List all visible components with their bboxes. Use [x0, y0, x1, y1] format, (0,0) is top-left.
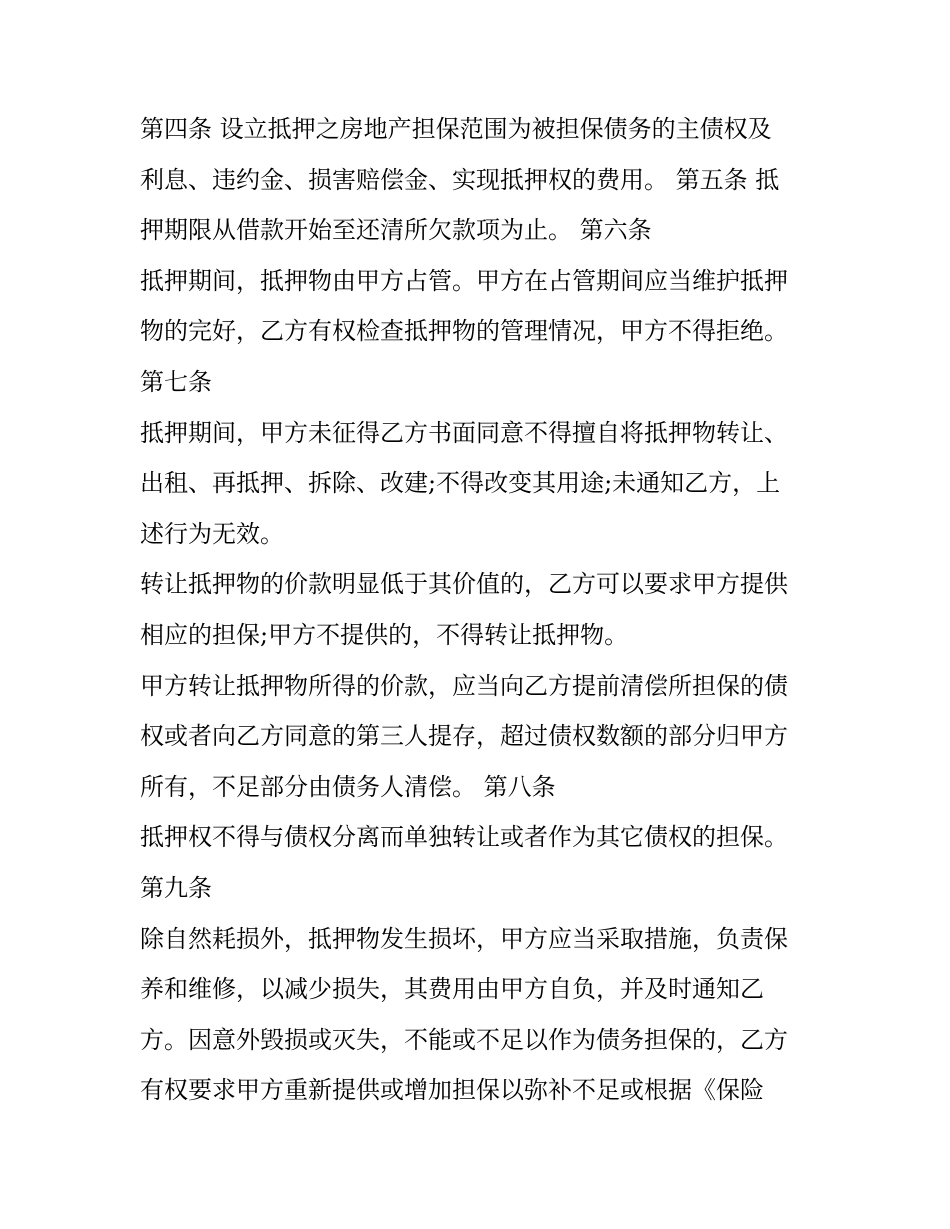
text-line: 抵押期间，抵押物由甲方占管。甲方在占管期间应当维护抵押 — [140, 266, 788, 295]
text-line: 相应的担保;甲方不提供的，不得转让抵押物。 — [140, 620, 629, 649]
text-line: 抵押权不得与债权分离而单独转让或者作为其它债权的担保。 — [140, 823, 788, 852]
text-line: 押期限从借款开始至还清所欠款项为止。 第六条 — [140, 216, 652, 245]
text-line: 甲方转让抵押物所得的价款，应当向乙方提前清偿所担保的债 — [140, 671, 788, 700]
text-line: 第七条 — [140, 367, 212, 396]
text-line: 有权要求甲方重新提供或增加担保以弥补不足或根据《保险 — [140, 1076, 764, 1105]
text-line: 养和维修，以减少损失，其费用由甲方自负，并及时通知乙 — [140, 975, 764, 1004]
text-line: 第九条 — [140, 873, 212, 902]
text-line: 利息、违约金、损害赔偿金、实现抵押权的费用。 第五条 抵 — [140, 165, 780, 194]
text-line: 出租、再抵押、拆除、改建;不得改变其用途;未通知乙方，上 — [140, 469, 781, 498]
text-line: 所有，不足部分由债务人清偿。 第八条 — [140, 772, 556, 801]
document-body — [140, 104, 820, 1116]
text-line: 第四条 设立抵押之房地产担保范围为被担保债务的主债权及 — [140, 115, 772, 143]
text-line: 转让抵押物的价款明显低于其价值的，乙方可以要求甲方提供 — [140, 570, 788, 599]
text-line: 方。因意外毁损或灭失，不能或不足以作为债务担保的，乙方 — [140, 1025, 788, 1054]
text-line: 除自然耗损外，抵押物发生损坏，甲方应当采取措施，负责保 — [140, 924, 788, 953]
text-line: 物的完好，乙方有权检查抵押物的管理情况，甲方不得拒绝。 — [140, 317, 788, 346]
text-line: 权或者向乙方同意的第三人提存，超过债权数额的部分归甲方 — [140, 722, 788, 751]
text-line: 抵押期间，甲方未征得乙方书面同意不得擅自将抵押物转让、 — [140, 418, 788, 447]
text-line: 述行为无效。 — [140, 519, 284, 548]
